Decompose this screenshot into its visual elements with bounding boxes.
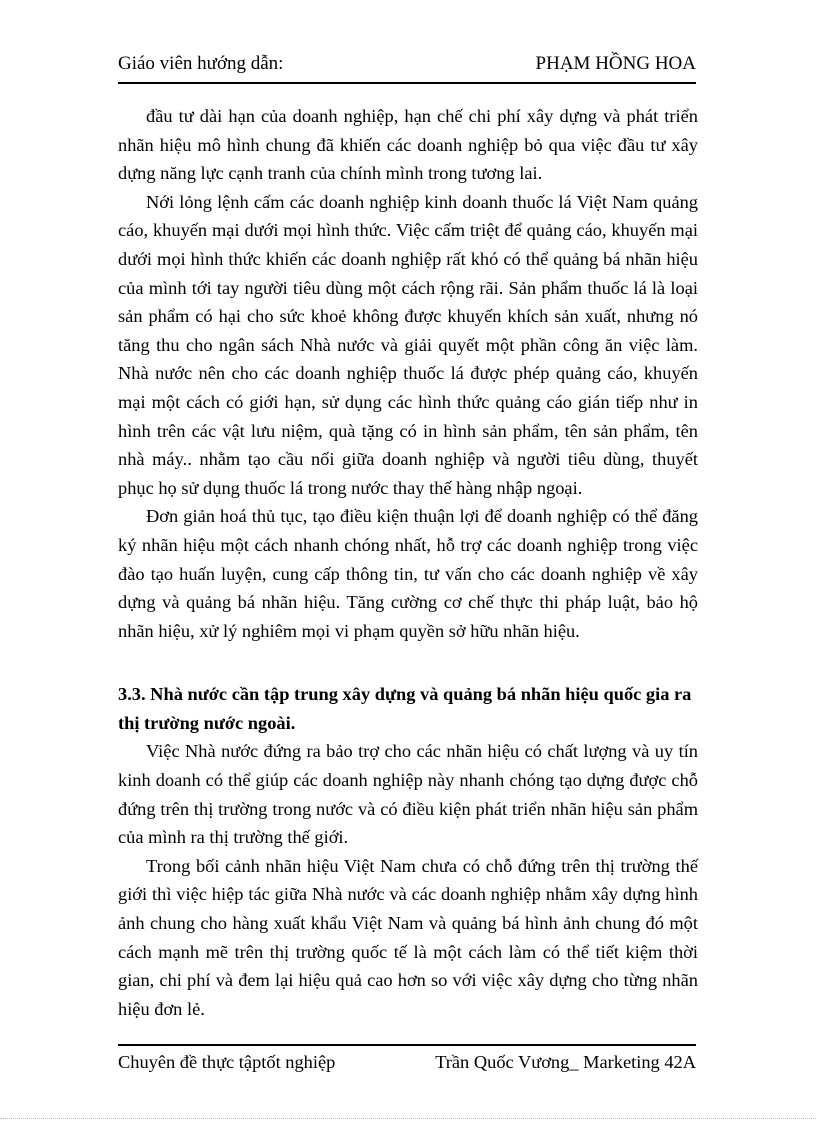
body-paragraph: Việc Nhà nước đứng ra bảo trợ cho các nhãn hiệu có chất lượng và uy tín kinh doanh có thể giúp các doanh nghiệp này nhanh chóng tạo dựng được chỗ đứng trên thị trường trong nước và có điều kiện phát triển nhãn hiệu sản phẩm của mình ra thị trường thế giới. xyxy=(118,741,698,848)
footer-report-title: Chuyên đề thực tậptốt nghiệp xyxy=(118,1052,336,1072)
body-paragraph: Đơn giản hoá thủ tục, tạo điều kiện thuận lợi để doanh nghiệp có thể đăng ký nhãn hiệu một cách nhanh chóng nhất, hỗ trợ các doanh nghiệp trong việc đào tạo huấn luyện, cung cấp thông tin, tư vấn cho các doanh nghiệp về xây dựng và quảng bá nhãn hiệu. Tăng cường cơ chế thực thi pháp luật, bảo hộ nhãn hiệu, xử lý nghiêm mọi vi phạm quyền sở hữu nhãn hiệu. xyxy=(118,506,698,641)
page-footer xyxy=(118,1044,696,1074)
header-supervisor-label: Giáo viên hướng dẫn: xyxy=(118,53,284,74)
body-paragraph: đầu tư dài hạn của doanh nghiệp, hạn chế chi phí xây dựng và phát triển nhãn hiệu mô hình chung đã khiến các doanh nghiệp bỏ qua việc đầu tư xây dựng năng lực cạnh tranh của chính mình trong tương lai. xyxy=(118,106,698,184)
page-header xyxy=(118,52,696,84)
section-heading: 3.3. Nhà nước cần tập trung xây dựng và quảng bá nhãn hiệu quốc gia ra thị trường nước ngoài. xyxy=(118,684,692,733)
body-paragraph: Nới lỏng lệnh cấm các doanh nghiệp kinh doanh thuốc lá Việt Nam quảng cáo, khuyến mại dưới mọi hình thức. Việc cấm triệt để quảng cáo, khuyến mại dưới mọi hình thức khiến các doanh nghiệp rất khó có thể quảng bá nhãn hiệu của mình tới tay người tiêu dùng một cách rộng rãi. Sản phẩm thuốc lá là loại sản phẩm có hại cho sức khoẻ không được khuyến khích sản xuất, nhưng nó tăng thu cho ngân sách Nhà nước và giải quyết một phần công ăn việc làm. Nhà nước nên cho các doanh nghiệp thuốc lá được phép quảng cáo, khuyến mại một cách có giới hạn, sử dụng các hình thức quảng cáo gián tiếp như in hình trên các vật lưu niệm, quà tặng có in hình sản phẩm, tên sản phẩm, tên nhà máy.. nhằm tạo cầu nối giữa doanh nghiệp và người tiêu dùng, thuyết phục họ sử dụng thuốc lá trong nước thay thế hàng nhập ngoại. xyxy=(118,191,698,498)
page-edge-divider xyxy=(0,1118,816,1119)
body-paragraph: Trong bối cảnh nhãn hiệu Việt Nam chưa có chỗ đứng trên thị trường thế giới thì việc hiệp tác giữa Nhà nước và các doanh nghiệp nhằm xây dựng hình ảnh chung cho hàng xuất khẩu Việt Nam và quảng bá hình ảnh chung đó một cách mạnh mẽ trên thị trường quốc tế là một cách làm có thể tiết kiệm thời gian, chi phí và đem lại hiệu quả cao hơn so với việc xây dựng cho từng nhãn hiệu đơn lẻ. xyxy=(118,855,698,1019)
page-body xyxy=(118,102,698,1023)
header-supervisor-name: PHẠM HỒNG HOA xyxy=(535,53,696,74)
footer-author: Trần Quốc Vương_ Marketing 42A xyxy=(435,1052,696,1072)
